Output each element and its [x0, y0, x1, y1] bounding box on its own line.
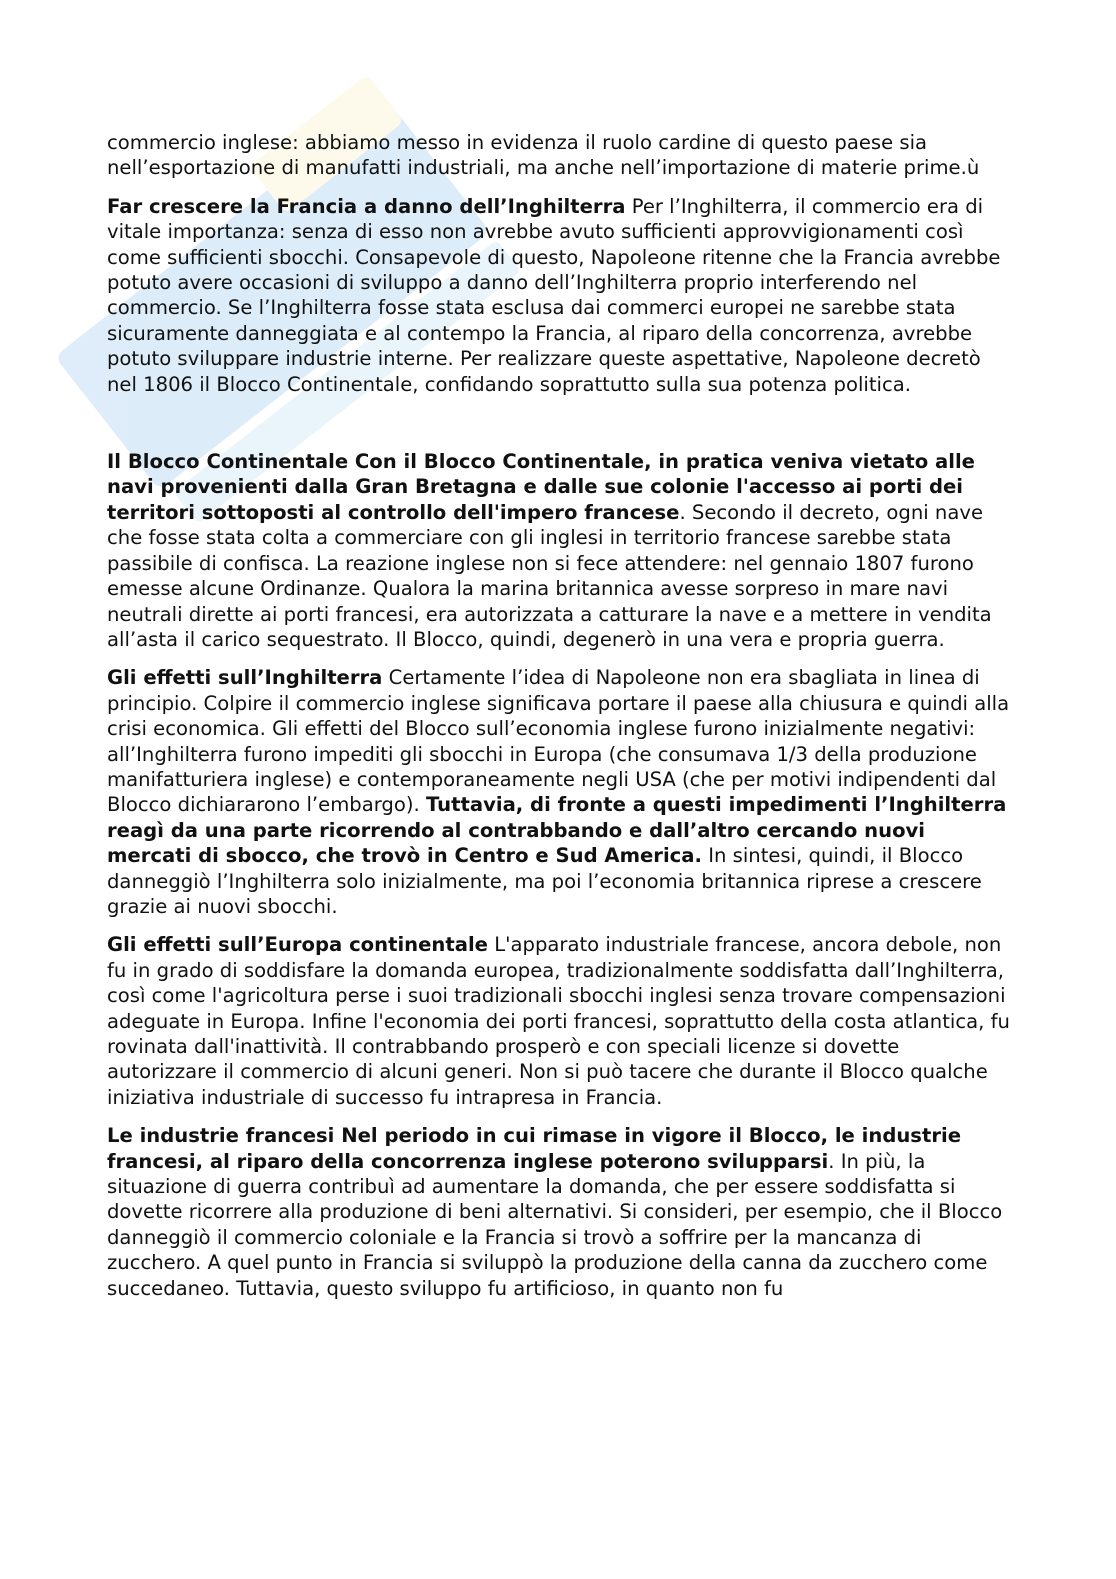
paragraph-industrie-francesi	[107, 1123, 1012, 1301]
paragraph-blocco-continentale	[107, 449, 1012, 652]
paragraph-commercio-inglese: commercio inglese: abbiamo messo in evidenza il ruolo cardine di questo paese sia nell’esportazione di manufatti industriali, ma anche nell’importazione di materie prime.ù	[107, 131, 980, 180]
document-body	[107, 130, 1012, 1314]
paragraph-text: . In più, la situazione di guerra contribuì ad aumentare la domanda, che per essere soddisfatta si dovette ricorrere alla produzione di beni alternativi. Si consideri, per esempio, che il Blocco danneggiò il commercio coloniale e la Francia si trovò a soffrire per la mancanza di zucchero. A quel punto in Francia si sviluppò la produzione della canna da zucchero come succedaneo. Tuttavia, questo sviluppo fu artificioso, in quanto non fu	[107, 1149, 1003, 1300]
paragraph-text: Certamente l’idea di Napoleone non era sbagliata in linea di principio. Colpire il commercio inglese significava portare il paese alla chiusura e quindi alla crisi economica. Gli effetti del Blocco sull’economia inglese furono inizialmente negativi: all’Inghilterra furono impediti gli sbocchi in Europa (che consumava 1/3 della produzione manifatturiera inglese) e contemporaneamente negli USA (che per motivi indipendenti dal Blocco dichiararono l’embargo).	[107, 666, 1010, 817]
paragraph-far-crescere-la-francia	[107, 194, 1012, 397]
paragraph-heading: Le industrie francesi Nel periodo in cui rimase in vigore il Blocco, le industrie francesi, al riparo della concorrenza inglese poterono svilupparsi	[107, 1124, 962, 1173]
paragraph-heading: Far crescere la Francia a danno dell’Inghilterra	[107, 194, 626, 218]
paragraph-effetti-europa	[107, 932, 1012, 1110]
paragraph-heading: Il Blocco Continentale Con il Blocco Continentale, in pratica veniva vietato alle navi provenienti dalla Gran Bretagna e dalle sue colonie l'accesso ai porti dei territori sottoposti al controllo dell'impero francese	[107, 450, 975, 524]
paragraph-heading: Gli effetti sull’Inghilterra	[107, 666, 383, 690]
paragraph-text: . Secondo il decreto, ogni nave che fosse stata colta a commerciare con gli inglesi in territorio francese sarebbe stata passibile di confisca. La reazione inglese non si fece attendere: nel gennaio 1807 furono emesse alcune Ordinanze. Qualora la marina britannica avesse sorpreso in mare navi neutrali dirette ai porti francesi, era autorizzata a catturare la nave e a mettere in vendita all’asta il carico sequestrato. Il Blocco, quindi, degenerò in una vera e propria guerra.	[107, 500, 992, 651]
paragraph-text: L'apparato industriale francese, ancora debole, non fu in grado di soddisfare la domanda europea, tradizionalmente soddisfatta dall’Inghilterra, così come l'agricoltura perse i suoi tradizionali sbocchi inglesi senza trovare compensazioni adeguate in Europa. Infine l'economia dei porti francesi, soprattutto della costa atlantica, fu rovinata dall'inattività. Il contrabbando prosperò e con speciali licenze si dovette autorizzare il commercio di alcuni generi. Non si può tacere che durante il Blocco qualche iniziativa industriale di successo fu intrapresa in Francia.	[107, 933, 1010, 1109]
paragraph-text: Per l’Inghilterra, il commercio era di vitale importanza: senza di esso non avrebbe avuto sufficienti approvvigionamenti così come sufficienti sbocchi. Consapevole di questo, Napoleone ritenne che la Francia avrebbe potuto avere occasioni di sviluppo a danno dell’Inghilterra proprio interferendo nel commercio. Se l’Inghilterra fosse stata esclusa dai commerci europei ne sarebbe stata sicuramente danneggiata e al contempo la Francia, al riparo della concorrenza, avrebbe potuto sviluppare industrie interne. Per realizzare queste aspettative, Napoleone decretò nel 1806 il Blocco Continentale, confidando soprattutto sulla sua potenza politica.	[107, 194, 1001, 396]
paragraph-emphasis: Tuttavia, di fronte a questi impedimenti l’Inghilterra reagì da una parte ricorrendo al contrabbando e dall’altro cercando nuovi mercati di sbocco, che trovò in Centro e Sud America.	[107, 793, 1007, 868]
paragraph-effetti-inghilterra	[107, 665, 1012, 919]
paragraph-heading: Gli effetti sull’Europa continentale	[107, 933, 488, 957]
paragraph-text-continued: In sintesi, quindi, il Blocco danneggiò l’Inghilterra solo inizialmente, ma poi l’economia britannica riprese a crescere grazie ai nuovi sbocchi.	[107, 844, 982, 918]
